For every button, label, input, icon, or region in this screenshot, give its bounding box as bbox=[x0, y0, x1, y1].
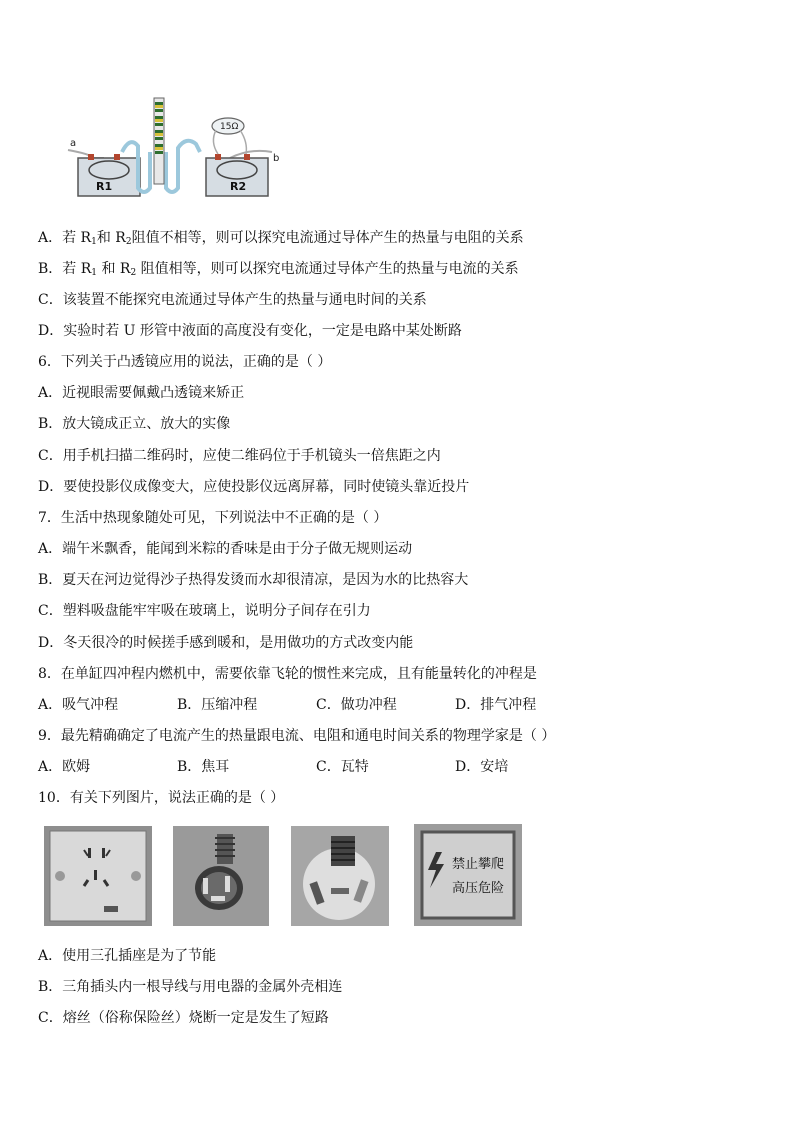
socket-photo bbox=[44, 826, 152, 926]
q7-option-b: B．夏天在河边觉得沙子热得发烫而水却很清凉，是因为水的比热容大 bbox=[38, 572, 469, 588]
q6-option-b: B．放大镜成正立、放大的实像 bbox=[38, 416, 231, 432]
q8-option-d: D．排气冲程 bbox=[455, 697, 537, 713]
q10-option-a: A．使用三孔插座是为了节能 bbox=[38, 948, 217, 964]
q5-option-b: B．若 $R_1$ 和 $R_2$ 阻值相等，则可以探究电流通过导体产生的热量与电流的关系 bbox=[38, 261, 519, 278]
q7-option-a: A．端午米飘香，能闻到米粽的香味是由于分子做无规则运动 bbox=[38, 541, 413, 557]
q9-option-a: A．欧姆 bbox=[38, 759, 91, 775]
q6-option-d: D．要使投影仪成像变大，应使投影仪远离屏幕，同时使镜头靠近投片 bbox=[38, 479, 470, 495]
r2-label: R2 bbox=[230, 180, 247, 193]
q8-option-c: C．做功冲程 bbox=[316, 697, 397, 713]
q9-options bbox=[38, 758, 758, 776]
q8-option-a: A．吸气冲程 bbox=[38, 697, 119, 713]
q9-option-d: D．安培 bbox=[455, 759, 509, 775]
q6-stem: 6．下列关于凸透镜应用的说法，正确的是（ ） bbox=[38, 354, 332, 370]
q8-option-b: B．压缩冲程 bbox=[177, 697, 258, 713]
q9-option-b: B．焦耳 bbox=[177, 759, 230, 775]
plug-photo bbox=[173, 826, 269, 926]
q7-option-c: C．塑料吸盘能牢牢吸在玻璃上，说明分子间存在引力 bbox=[38, 603, 371, 619]
extra-resistor-label: 15Ω bbox=[220, 122, 239, 132]
terminal-b-label: b bbox=[273, 153, 280, 164]
q9-option-c: C．瓦特 bbox=[316, 759, 369, 775]
q9-stem: 9．最先精确确定了电流产生的热量跟电流、电阻和通电时间关系的物理学家是（ ） bbox=[38, 728, 556, 744]
q5-option-a: A．若 $R_1$和 $R_2$阻值不相等，则可以探究电流通过导体产生的热量与电阻的关系 bbox=[38, 230, 524, 247]
q6-option-c: C．用手机扫描二维码时，应使二维码位于手机镜头一倍焦距之内 bbox=[38, 448, 441, 464]
sign-text-line2: 高压危险 bbox=[452, 881, 505, 896]
terminal-a-label: a bbox=[70, 138, 77, 149]
q8-stem: 8．在单缸四冲程内燃机中，需要依靠飞轮的惯性来完成，且有能量转化的冲程是 bbox=[38, 666, 537, 682]
r1-label: R1 bbox=[96, 180, 113, 193]
q5-option-d: D．实验时若 U 形管中液面的高度没有变化，一定是电路中某处断路 bbox=[38, 323, 462, 339]
q10-option-b: B．三角插头内一根导线与用电器的金属外壳相连 bbox=[38, 979, 343, 995]
q5-option-c: C．该装置不能探究电流通过导体产生的热量与通电时间的关系 bbox=[38, 292, 427, 308]
q6-option-a: A．近视眼需要佩戴凸透镜来矫正 bbox=[38, 385, 245, 401]
circuit-figure bbox=[60, 92, 290, 202]
warning-sign-photo bbox=[414, 824, 522, 926]
fuse-photo bbox=[291, 826, 389, 926]
q7-option-d: D．冬天很冷的时候搓手感到暖和，是用做功的方式改变内能 bbox=[38, 635, 414, 651]
q8-options bbox=[38, 696, 758, 714]
q10-stem: 10．有关下列图片，说法正确的是（ ） bbox=[38, 790, 285, 806]
sign-text-line1: 禁止攀爬 bbox=[452, 857, 505, 872]
q10-option-c: C．熔丝（俗称保险丝）烧断一定是发生了短路 bbox=[38, 1010, 329, 1026]
q7-stem: 7．生活中热现象随处可见，下列说法中不正确的是（ ） bbox=[38, 510, 388, 526]
